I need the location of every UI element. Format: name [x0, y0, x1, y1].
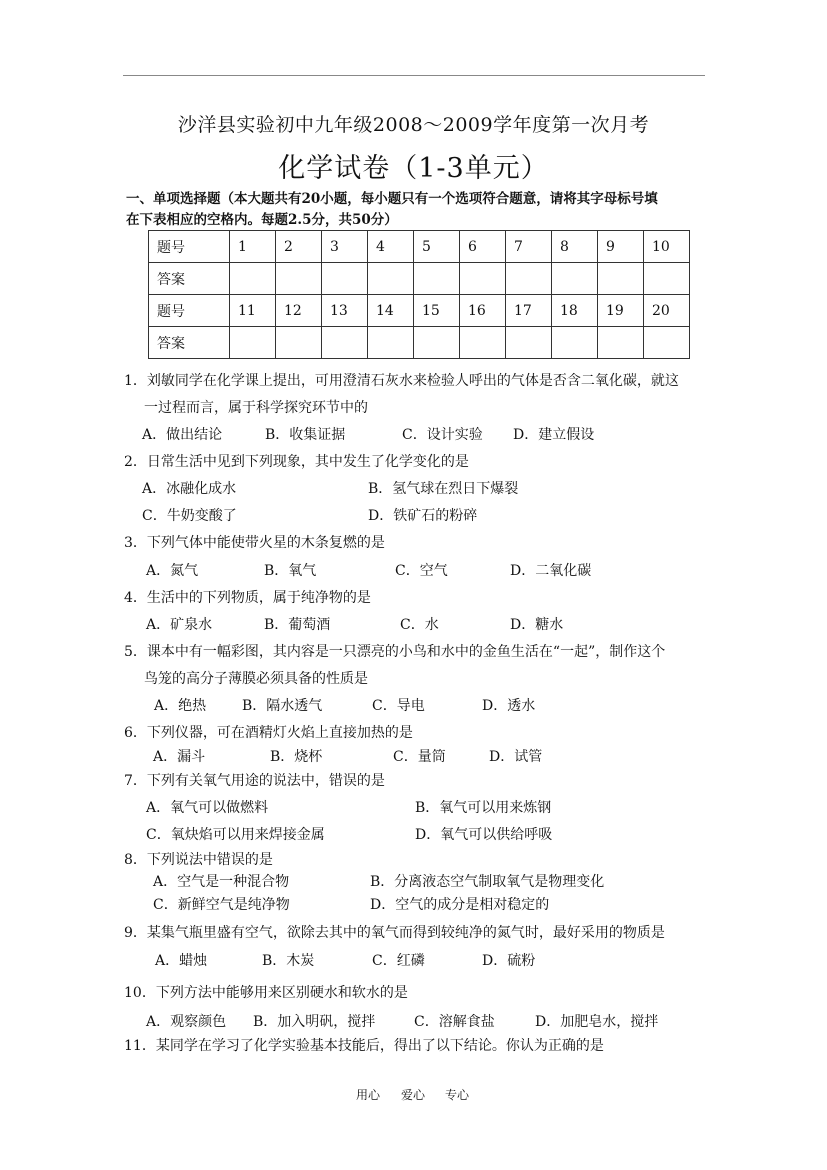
question-8-stem: 8．下列说法中错误的是 — [124, 852, 273, 868]
table-row-label: 题号 — [149, 231, 230, 263]
question-7-option-b[interactable]: B．氧气可以用来炼钢 — [415, 800, 552, 816]
question-5-option-d[interactable]: D．透水 — [482, 698, 536, 714]
table-row-label: 答案 — [149, 263, 230, 295]
answer-cell[interactable] — [506, 327, 552, 359]
question-9-stem: 9．某集气瓶里盛有空气，欲除去其中的氧气而得到较纯净的氮气时，最好采用的物质是 — [124, 925, 665, 941]
question-number-cell: 10 — [644, 231, 690, 263]
question-3-stem: 3．下列气体中能使带火星的木条复燃的是 — [124, 535, 385, 551]
question-number-cell: 5 — [414, 231, 460, 263]
question-4-option-a[interactable]: A．矿泉水 — [146, 617, 213, 633]
table-row — [149, 327, 690, 359]
question-number-cell: 3 — [322, 231, 368, 263]
table-row-label: 答案 — [149, 327, 230, 359]
answer-cell[interactable] — [598, 263, 644, 295]
question-6-option-c[interactable]: C．量筒 — [393, 749, 446, 765]
question-1-option-c[interactable]: C．设计实验 — [402, 427, 483, 443]
answer-cell[interactable] — [506, 263, 552, 295]
question-5-stem-cont: 鸟笼的高分子薄膜必须具备的性质是 — [144, 671, 368, 687]
question-number-cell: 19 — [598, 295, 644, 327]
table-row-label: 题号 — [149, 295, 230, 327]
question-number-cell: 15 — [414, 295, 460, 327]
question-10-option-a[interactable]: A．观察颜色 — [146, 1014, 227, 1030]
question-number-cell: 7 — [506, 231, 552, 263]
answer-cell[interactable] — [552, 263, 598, 295]
answer-cell[interactable] — [368, 327, 414, 359]
header-rule — [123, 75, 705, 76]
exam-subtitle: 化学试卷（1-3单元） — [278, 153, 549, 184]
question-11-stem: 11．某同学在学习了化学实验基本技能后，得出了以下结论。你认为正确的是 — [124, 1038, 604, 1054]
question-1-stem-cont: 一过程而言，属于科学探究环节中的 — [144, 400, 368, 416]
question-10-stem: 10．下列方法中能够用来区别硬水和软水的是 — [124, 985, 408, 1001]
question-10-option-c[interactable]: C．溶解食盐 — [414, 1014, 495, 1030]
question-8-option-d[interactable]: D．空气的成分是相对稳定的 — [370, 897, 550, 913]
question-7-option-d[interactable]: D．氧气可以供给呼吸 — [415, 827, 553, 843]
question-3-option-c[interactable]: C．空气 — [395, 563, 448, 579]
question-number-cell: 9 — [598, 231, 644, 263]
question-number-cell: 18 — [552, 295, 598, 327]
answer-cell[interactable] — [276, 327, 322, 359]
footer-word-2: 爱心 — [401, 1088, 426, 1102]
question-5-option-a[interactable]: A．绝热 — [154, 698, 207, 714]
answer-cell[interactable] — [598, 327, 644, 359]
question-2-option-d[interactable]: D．铁矿石的粉碎 — [368, 508, 478, 524]
question-number-cell: 20 — [644, 295, 690, 327]
question-5-stem: 5．课本中有一幅彩图，其内容是一只漂亮的小鸟和水中的金鱼生活在“一起”，制作这个 — [124, 644, 666, 660]
question-9-option-a[interactable]: A．蜡烛 — [155, 953, 208, 969]
question-number-cell: 6 — [460, 231, 506, 263]
question-3-option-d[interactable]: D．二氧化碳 — [510, 563, 592, 579]
table-row — [149, 263, 690, 295]
question-8-option-b[interactable]: B．分离液态空气制取氧气是物理变化 — [370, 874, 605, 890]
question-number-cell: 14 — [368, 295, 414, 327]
exam-title: 沙洋县实验初中九年级2008～2009学年度第一次月考 — [177, 114, 650, 136]
question-number-cell: 12 — [276, 295, 322, 327]
question-number-cell: 1 — [230, 231, 276, 263]
question-1-option-a[interactable]: A．做出结论 — [142, 427, 223, 443]
answer-cell[interactable] — [414, 327, 460, 359]
question-4-option-d[interactable]: D．糖水 — [510, 617, 564, 633]
question-number-cell: 4 — [368, 231, 414, 263]
question-7-option-a[interactable]: A．氧气可以做燃料 — [146, 800, 269, 816]
footer-word-3: 专心 — [445, 1088, 470, 1102]
question-7-stem: 7．下列有关氧气用途的说法中，错误的是 — [124, 773, 385, 789]
question-number-cell: 11 — [230, 295, 276, 327]
question-1-option-d[interactable]: D．建立假设 — [513, 427, 595, 443]
question-number-cell: 13 — [322, 295, 368, 327]
question-2-option-a[interactable]: A．冰融化成水 — [142, 481, 237, 497]
section-line-1: 一、单项选择题（本大题共有20小题，每小题只有一个选项符合题意，请将其字母标号填 — [126, 191, 658, 207]
answer-cell[interactable] — [230, 327, 276, 359]
answer-cell[interactable] — [322, 263, 368, 295]
question-4-option-b[interactable]: B．葡萄酒 — [264, 617, 331, 633]
question-5-option-b[interactable]: B．隔水透气 — [242, 698, 323, 714]
answer-cell[interactable] — [460, 263, 506, 295]
question-7-option-c[interactable]: C．氧炔焰可以用来焊接金属 — [146, 827, 325, 843]
table-row — [149, 231, 690, 263]
question-6-option-d[interactable]: D．试管 — [489, 749, 543, 765]
question-2-option-b[interactable]: B．氢气球在烈日下爆裂 — [368, 481, 519, 497]
answer-table — [148, 230, 690, 359]
question-number-cell: 8 — [552, 231, 598, 263]
answer-cell[interactable] — [230, 263, 276, 295]
answer-cell[interactable] — [644, 327, 690, 359]
question-3-option-a[interactable]: A．氮气 — [146, 563, 199, 579]
answer-cell[interactable] — [276, 263, 322, 295]
question-5-option-c[interactable]: C．导电 — [372, 698, 425, 714]
question-number-cell: 17 — [506, 295, 552, 327]
question-9-option-d[interactable]: D．硫粉 — [482, 953, 536, 969]
question-2-stem: 2．日常生活中见到下列现象，其中发生了化学变化的是 — [124, 454, 469, 470]
section-heading — [126, 189, 726, 231]
question-number-cell: 16 — [460, 295, 506, 327]
question-1-option-b[interactable]: B．收集证据 — [265, 427, 346, 443]
question-10-option-d[interactable]: D．加肥皂水，搅拌 — [535, 1014, 659, 1030]
question-6-option-a[interactable]: A．漏斗 — [153, 749, 206, 765]
question-2-option-c[interactable]: C．牛奶变酸了 — [142, 508, 237, 524]
question-3-option-b[interactable]: B．氧气 — [264, 563, 317, 579]
answer-cell[interactable] — [552, 327, 598, 359]
answer-cell[interactable] — [644, 263, 690, 295]
question-8-option-c[interactable]: C．新鲜空气是纯净物 — [153, 897, 290, 913]
footer-word-1: 用心 — [356, 1088, 381, 1102]
question-8-option-a[interactable]: A．空气是一种混合物 — [153, 874, 290, 890]
question-number-cell: 2 — [276, 231, 322, 263]
answer-cell[interactable] — [368, 263, 414, 295]
question-9-option-c[interactable]: C．红磷 — [372, 953, 425, 969]
question-6-option-b[interactable]: B．烧杯 — [270, 749, 323, 765]
question-10-option-b[interactable]: B．加入明矾，搅拌 — [253, 1014, 376, 1030]
answer-cell[interactable] — [322, 327, 368, 359]
question-4-stem: 4．生活中的下列物质，属于纯净物的是 — [124, 590, 371, 606]
answer-cell[interactable] — [414, 263, 460, 295]
section-line-2: 在下表相应的空格内。每题2.5分，共50分） — [126, 212, 398, 228]
question-1-stem: 1．刘敏同学在化学课上提出，可用澄清石灰水来检验人呼出的气体是否含二氧化碳，就这 — [124, 373, 679, 389]
question-9-option-b[interactable]: B．木炭 — [262, 953, 315, 969]
question-6-stem: 6．下列仪器，可在酒精灯火焰上直接加热的是 — [124, 725, 413, 741]
answer-cell[interactable] — [460, 327, 506, 359]
table-row — [149, 295, 690, 327]
question-4-option-c[interactable]: C．水 — [400, 617, 439, 633]
